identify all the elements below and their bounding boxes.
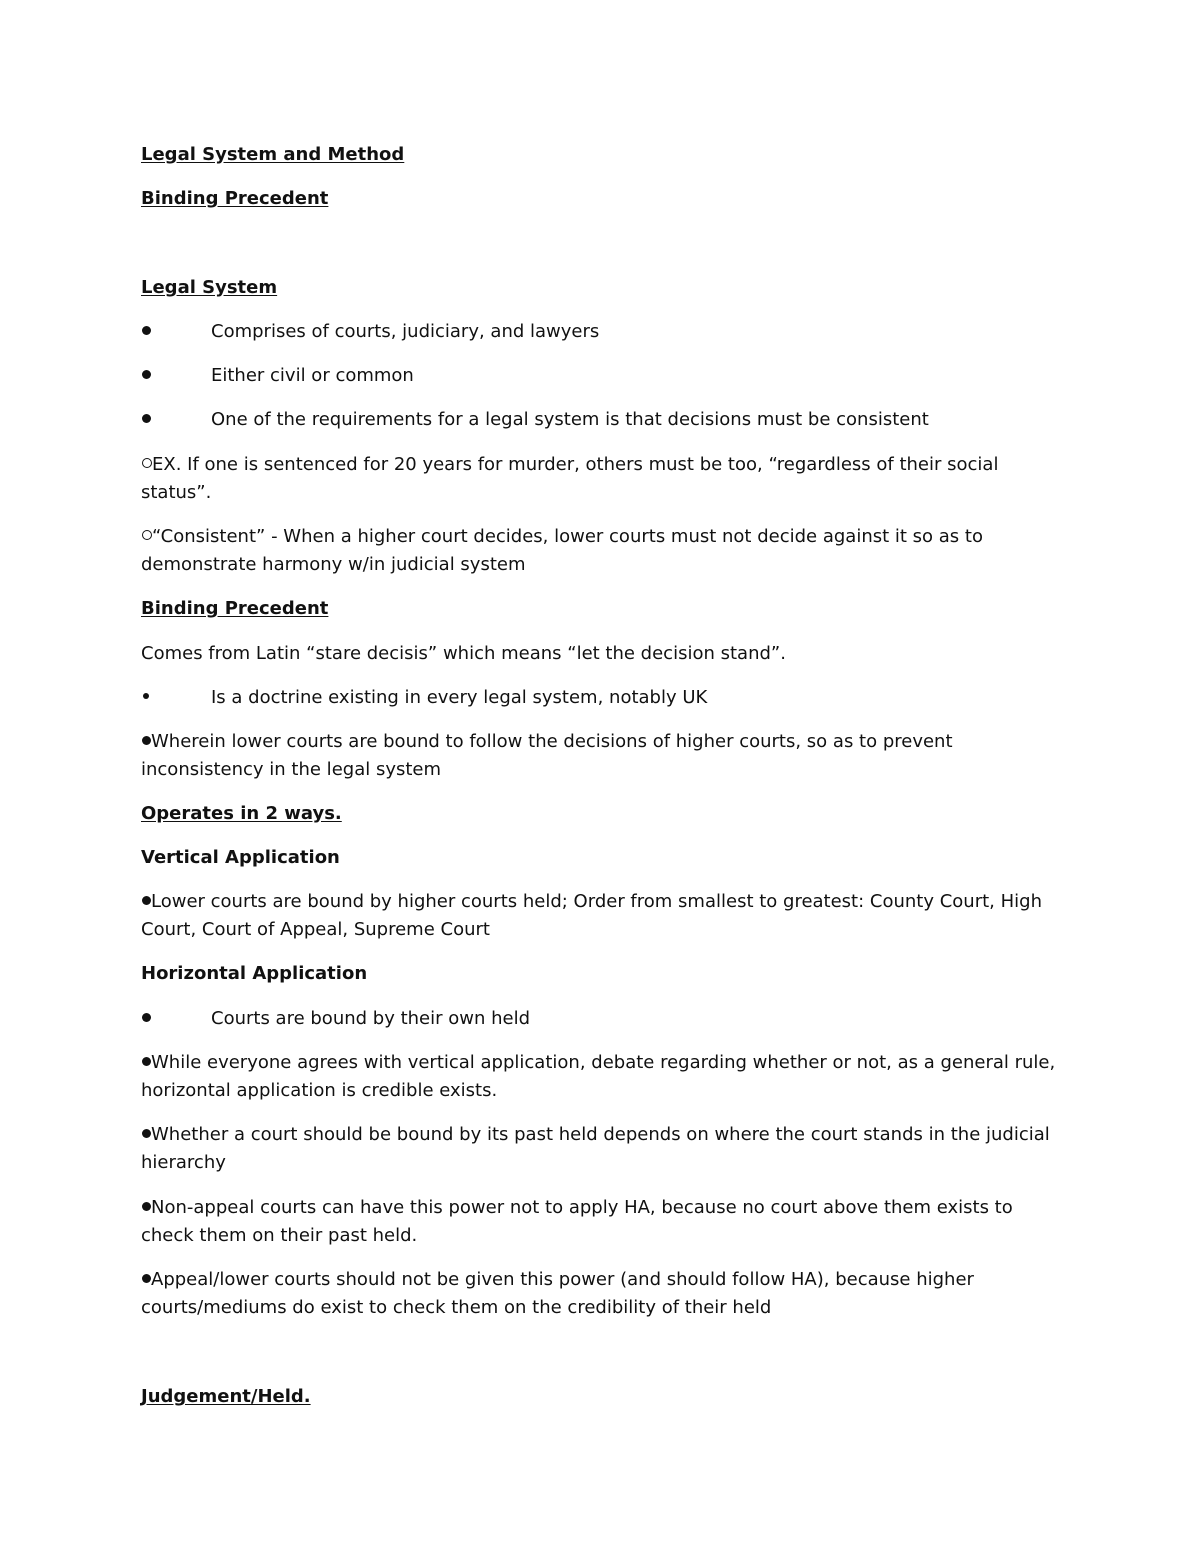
bullet-icon: [141, 318, 211, 346]
circle-bullet-icon: [141, 526, 152, 547]
section-heading-horizontal: Horizontal Application: [141, 963, 368, 984]
bullet-icon: [141, 1197, 151, 1218]
section-heading-legal-system: Legal System: [141, 277, 278, 298]
section-heading-vertical: Vertical Application: [141, 847, 340, 868]
section-heading-binding-precedent: Binding Precedent: [141, 598, 329, 619]
document-title: Legal System and Method: [141, 144, 405, 165]
list-item: Non-appeal courts can have this power not to apply HA, because no court above them exists to check them on their past held.: [141, 1197, 1013, 1246]
list-item: Is a doctrine existing in every legal system, notably UK: [141, 684, 1061, 712]
list-item: While everyone agrees with vertical application, debate regarding whether or not, as a general rule, horizontal application is credible exists.: [141, 1052, 1056, 1101]
document-body: [141, 141, 1061, 1411]
bullet-icon: [141, 362, 211, 390]
list-item: Either civil or common: [141, 362, 1061, 390]
list-item: EX. If one is sentenced for 20 years for murder, others must be too, “regardless of their social status”.: [141, 454, 999, 503]
bullet-icon: [141, 891, 151, 912]
list-item: Wherein lower courts are bound to follow the decisions of higher courts, so as to prevent inconsistency in the legal system: [141, 731, 953, 780]
bullet-icon: [141, 406, 211, 434]
list-item: Appeal/lower courts should not be given this power (and should follow HA), because higher courts/mediums do exist to check them on the credibility of their held: [141, 1269, 974, 1318]
list-item: One of the requirements for a legal system is that decisions must be consistent: [141, 406, 1061, 434]
list-item: Courts are bound by their own held: [141, 1005, 1061, 1033]
bullet-icon: [141, 1269, 151, 1290]
bullet-icon: [141, 684, 211, 712]
bullet-icon: [141, 1005, 211, 1033]
bullet-icon: [141, 1052, 151, 1073]
list-item: Comprises of courts, judiciary, and lawyers: [141, 318, 1061, 346]
document-subtitle: Binding Precedent: [141, 188, 329, 209]
bullet-icon: [141, 731, 151, 752]
list-item: Whether a court should be bound by its past held depends on where the court stands in the judicial hierarchy: [141, 1124, 1050, 1173]
circle-bullet-icon: [141, 454, 152, 475]
bullet-icon: [141, 1124, 151, 1145]
list-item: “Consistent” - When a higher court decides, lower courts must not decide against it so as to demonstrate harmony w/in judicial system: [141, 526, 983, 575]
list-item: Lower courts are bound by higher courts held; Order from smallest to greatest: County Court, High Court, Court of Appeal, Supreme Court: [141, 891, 1042, 940]
section-heading-operates: Operates in 2 ways.: [141, 803, 342, 824]
section-heading-judgement: Judgement/Held.: [141, 1386, 311, 1407]
binding-precedent-intro: Comes from Latin “stare decisis” which means “let the decision stand”.: [141, 643, 786, 664]
